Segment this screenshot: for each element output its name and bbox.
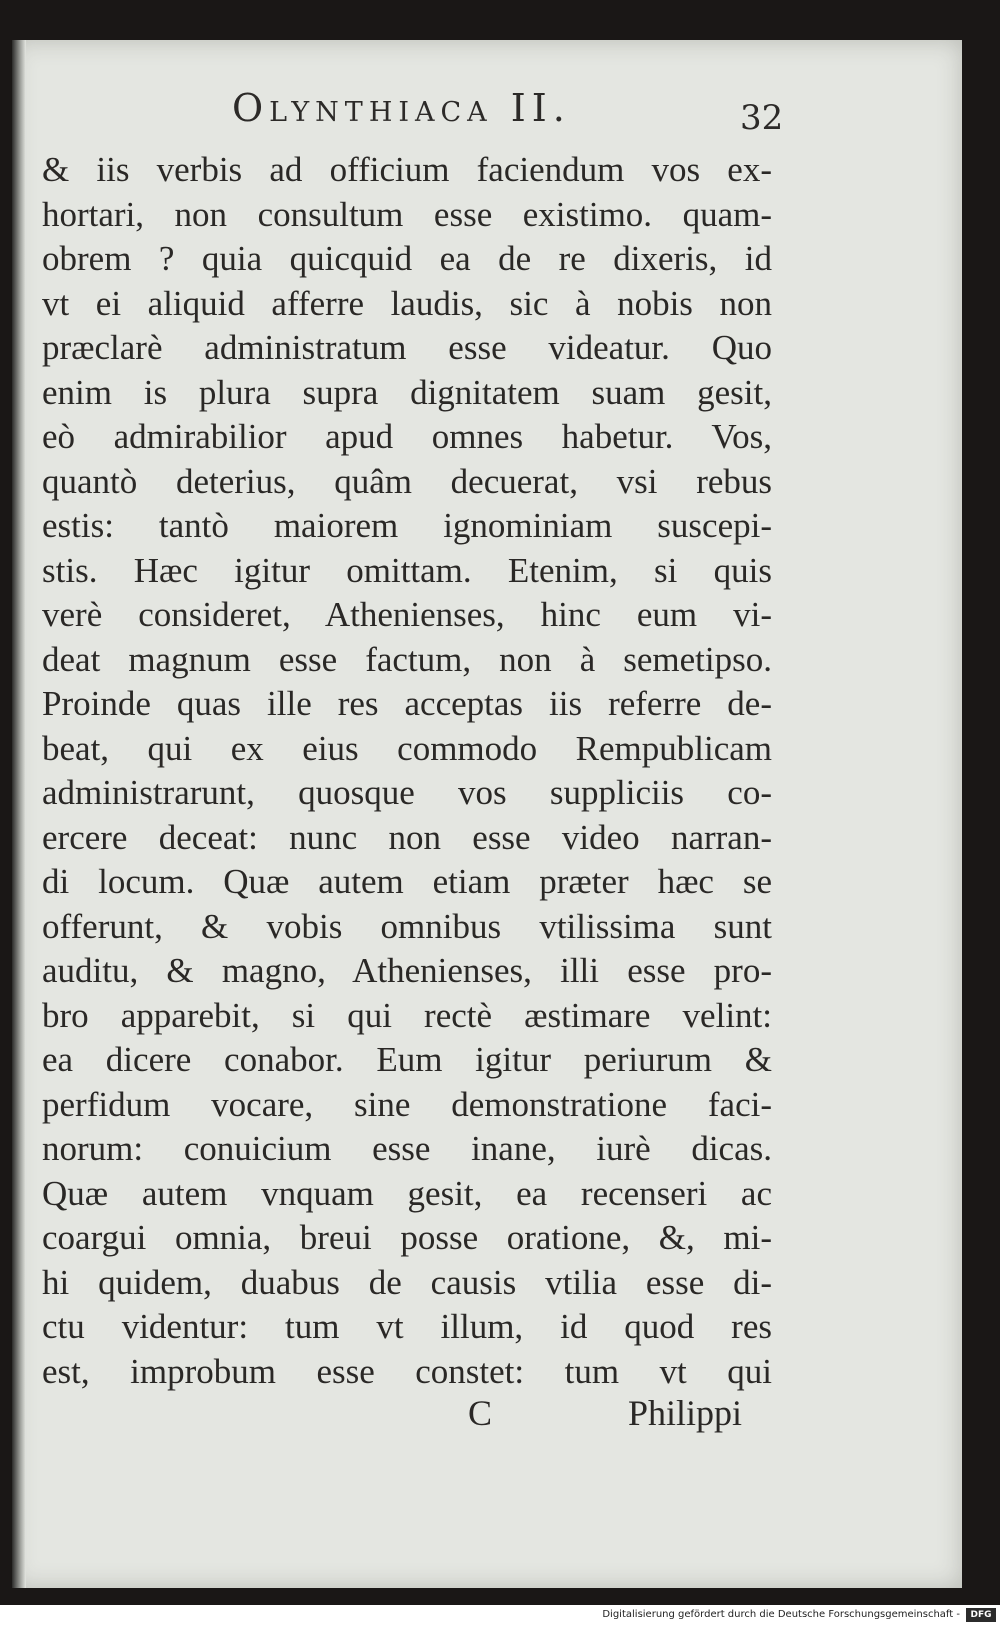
text-line: administrarunt, quosque vos suppliciis co- bbox=[42, 773, 772, 812]
catchword: Philippi bbox=[628, 1393, 743, 1433]
text-line: hi quidem, duabus de causis vtilia esse di- bbox=[42, 1262, 772, 1302]
text-line: enim is plura supra dignitatem suam gesit, bbox=[42, 372, 772, 412]
text-line: di locum. Quæ autem etiam præter hæc se bbox=[42, 862, 772, 901]
text-line: Quæ autem vnquam gesit, ea recenseri ac bbox=[42, 1173, 772, 1213]
running-title: Olynthiaca II. bbox=[232, 86, 571, 130]
text-line: estis: tantò maiorem ignominiam suscepi- bbox=[42, 506, 772, 545]
digitization-footer bbox=[0, 1605, 1000, 1627]
text-line: stis. Hæc igitur omittam. Etenim, si quis bbox=[42, 550, 772, 590]
text-line: vt ei aliquid afferre laudis, sic à nobis non bbox=[42, 283, 772, 323]
text-line: perfidum vocare, sine demonstratione faci- bbox=[42, 1084, 772, 1124]
funding-credit: Digitalisierung gefördert durch die Deutsche Forschungsgemeinschaft - bbox=[602, 1609, 960, 1620]
text-line: ercere deceat: nunc non esse video narran- bbox=[42, 817, 772, 857]
text-line: & iis verbis ad officium faciendum vos ex- bbox=[42, 150, 772, 189]
page-binding-edge bbox=[12, 40, 26, 1588]
text-line: præclarè administratum esse videatur. Quo bbox=[42, 328, 772, 367]
text-line: hortari, non consultum esse existimo. quam- bbox=[42, 194, 772, 234]
text-line: norum: conuicium esse inane, iurè dicas. bbox=[42, 1129, 772, 1168]
text-line: auditu, & magno, Athenienses, illi esse pro- bbox=[42, 951, 772, 990]
text-line: ea dicere conabor. Eum igitur periurum & bbox=[42, 1040, 772, 1079]
text-line: verè consideret, Athenienses, hinc eum vi- bbox=[42, 595, 772, 634]
dfg-logo: DFG bbox=[966, 1608, 996, 1622]
text-line: Proinde quas ille res acceptas iis referre de- bbox=[42, 684, 772, 723]
text-line: deat magnum esse factum, non à semetipso. bbox=[42, 639, 772, 679]
main-text bbox=[42, 148, 772, 1394]
text-line: bro apparebit, si qui rectè æstimare velint: bbox=[42, 995, 772, 1035]
signature-mark: C bbox=[468, 1393, 493, 1433]
text-line: offerunt, & vobis omnibus vtilissima sunt bbox=[42, 906, 772, 946]
text-line: obrem ? quia quicquid ea de re dixeris, id bbox=[42, 239, 772, 278]
page-number: 32 bbox=[740, 98, 784, 138]
text-line: eò admirabilior apud omnes habetur. Vos, bbox=[42, 417, 772, 456]
text-line: coargui omnia, breui posse oratione, &, mi- bbox=[42, 1218, 772, 1257]
text-line: est, improbum esse constet: tum vt qui bbox=[42, 1351, 772, 1391]
text-line: beat, qui ex eius commodo Rempublicam bbox=[42, 728, 772, 768]
text-line: quantò deterius, quâm decuerat, vsi rebus bbox=[42, 461, 772, 501]
text-line: ctu videntur: tum vt illum, id quod res bbox=[42, 1307, 772, 1346]
